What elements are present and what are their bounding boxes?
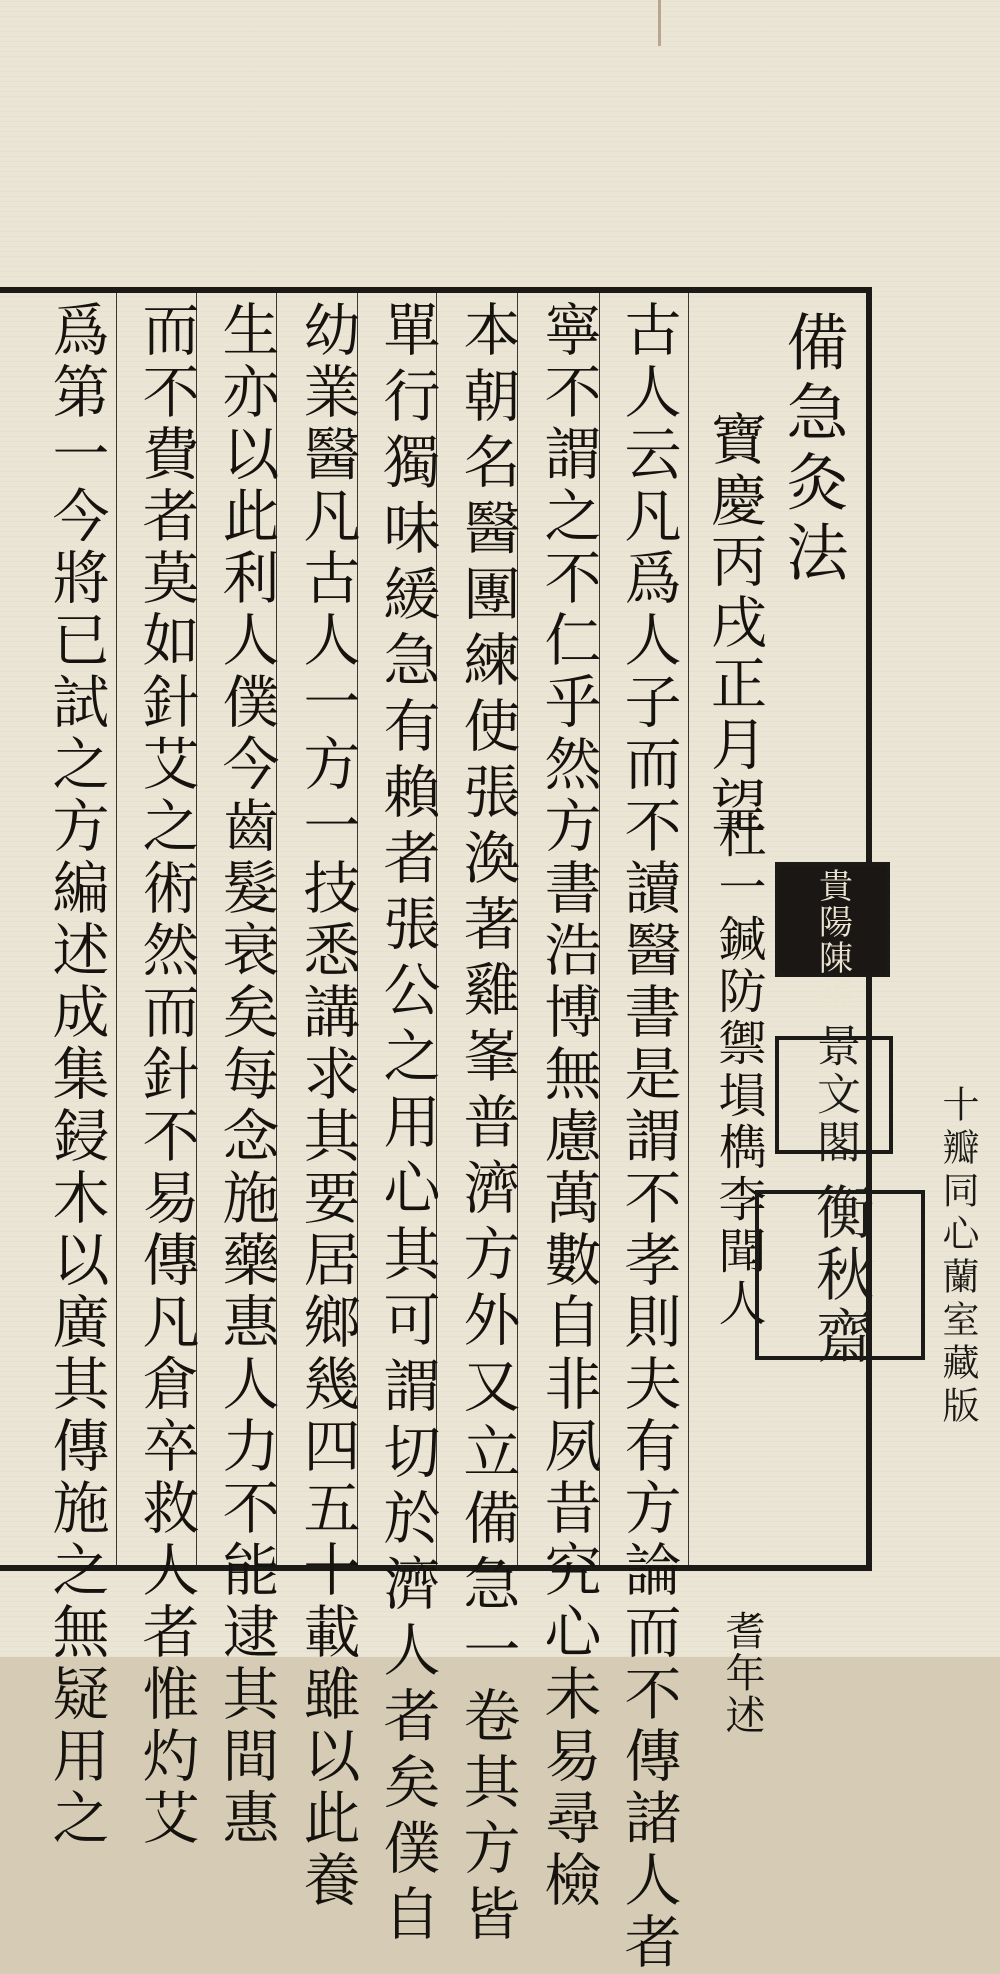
text-column: 本朝名醫團練使張渙著雞峯普濟方外又立備急一卷其方皆 [454,300,520,1950]
text-column: 古人云凡爲人子而不讀醫書是謂不孝則夫有方論而不傳諸人者 [615,300,681,1974]
text-column: 爲第一今將已試之方編述成集鋟木以廣其傳施之無疑用之 [43,300,109,1850]
seal-hengqiu-zhai [755,1182,925,1368]
text-column: 而不費者莫如針艾之術然而針不易傳凡倉卒救人者惟灼艾 [133,300,199,1850]
text-column-6 [206,300,286,1850]
seal-chen-ju [775,862,890,1012]
author-line: 杜一鍼防禦塤檇李聞人 [710,810,766,1330]
text-column: 生亦以此利人僕今齒髮衰矣每念施藥惠人力不能逮其間惠 [213,300,279,1850]
paper-crease [658,0,661,46]
seal-jingwen-ge [775,1023,893,1167]
text-column-5 [287,300,367,1912]
text-column: 寧不謂之不仁乎然方書浩博無慮萬數自非夙昔究心未易尋檢 [535,300,601,1912]
seal-1-text: 貴陽陳榘 [812,867,853,1012]
author-line-small: 耆年述 [719,1610,765,1736]
text-column-3 [447,300,527,1950]
text-column-1 [608,300,688,1974]
column-rule [116,293,117,1565]
text-column-7 [126,300,206,1850]
column-rule [688,293,689,1565]
date-line: 寶慶丙戌正月望 [702,410,767,837]
text-column-2 [528,300,608,1912]
text-column-4 [367,300,447,1950]
seal-3-text: 衡秋齋 [806,1182,874,1368]
text-column: 單行獨味緩急有賴者張公之用心其可謂切於濟人者矣僕自 [374,300,440,1950]
preface-meta-column [690,300,775,1736]
seal-2-text: 景文閣 [809,1023,860,1167]
text-column: 幼業醫凡古人一方一技悉講求其要居鄉幾四五十載雖以此養 [294,300,360,1912]
publisher-margin-note: 十瓣同心蘭室藏版 [936,1085,979,1429]
document-title: 備急灸法 [776,310,849,590]
text-column-8 [36,300,116,1850]
